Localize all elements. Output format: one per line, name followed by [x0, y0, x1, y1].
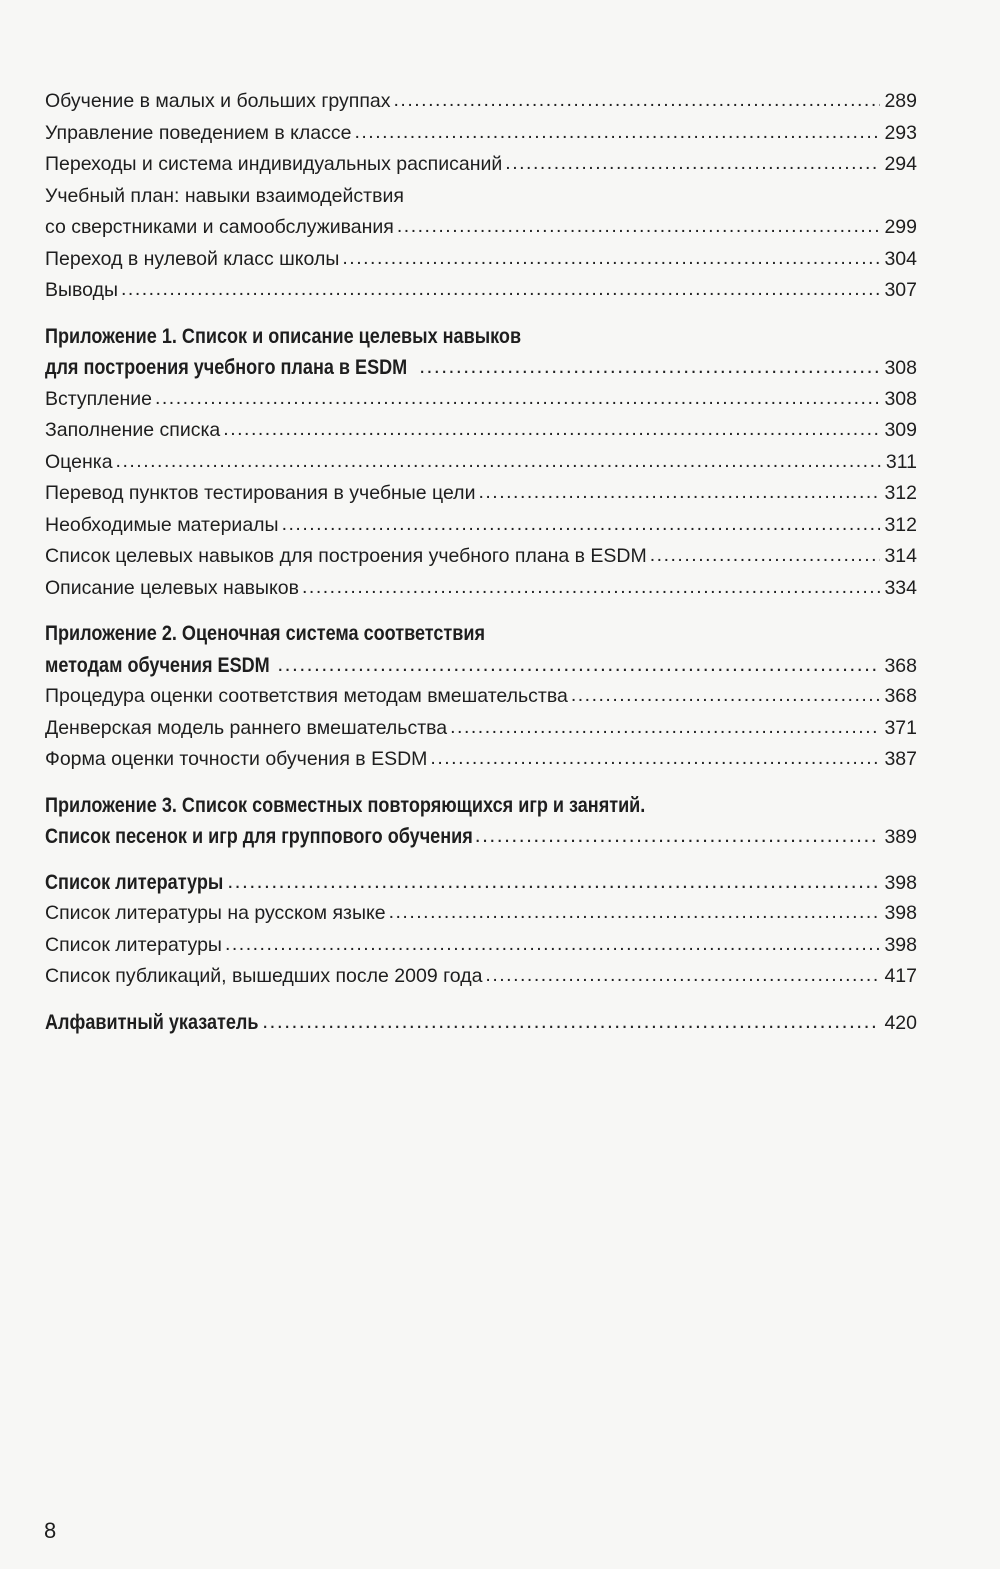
toc-entry-title: Необходимые материалы — [45, 513, 279, 536]
toc-entry[interactable] — [45, 212, 917, 244]
toc-entry-page: 314 — [884, 545, 917, 567]
table-of-contents — [45, 86, 917, 1038]
toc-entry-page: 312 — [884, 482, 917, 504]
toc-entry[interactable] — [45, 510, 917, 542]
toc-section-appendix-1 — [45, 321, 917, 605]
leader-dots — [419, 351, 880, 383]
toc-entry-title: Денверская модель раннего вмешательства — [45, 716, 448, 739]
toc-entry-title: Список литературы на русском языке — [45, 902, 386, 924]
toc-entry[interactable] — [45, 713, 917, 745]
toc-entry[interactable] — [45, 149, 917, 181]
toc-heading-page: 368 — [884, 654, 917, 677]
toc-section-references — [45, 867, 917, 993]
toc-entry-page: 293 — [884, 121, 917, 144]
leader-dots — [262, 1006, 880, 1038]
toc-heading-title-line2: методам обучения ESDM — [45, 653, 270, 677]
leader-dots — [650, 540, 881, 572]
toc-heading-page: 420 — [884, 1011, 917, 1034]
leader-dots — [389, 897, 881, 929]
toc-section-appendix-2 — [45, 618, 917, 776]
toc-heading[interactable] — [45, 650, 917, 682]
toc-entry[interactable] — [45, 681, 917, 713]
page-number: 8 — [44, 1518, 57, 1543]
toc-section-index — [45, 1007, 917, 1039]
toc-heading-first-line[interactable] — [45, 321, 917, 353]
toc-heading-page: 389 — [884, 826, 917, 848]
toc-entry-title: Список литературы — [45, 933, 222, 956]
leader-dots — [478, 477, 880, 509]
leader-dots — [282, 509, 881, 541]
toc-heading-title-line2: Список песенок и игр для группового обучения — [45, 825, 473, 848]
toc-entry-page: 334 — [884, 576, 917, 599]
toc-entry-title: Перевод пунктов тестирования в учебные цели — [45, 482, 476, 504]
toc-entry[interactable] — [45, 118, 917, 150]
toc-heading-page: 398 — [884, 871, 917, 894]
toc-heading-title-line1: Приложение 3. Список совместных повторяющихся игр и занятий. — [45, 793, 646, 817]
toc-entry-page: 387 — [884, 748, 917, 770]
toc-heading-title-line1: Приложение 2. Оценочная система соответствия — [45, 622, 486, 645]
toc-entry[interactable] — [45, 86, 917, 118]
toc-entry-title: Переходы и система индивидуальных расписаний — [45, 153, 503, 175]
toc-entry-title: Список публикаций, вышедших после 2009 года — [45, 965, 483, 987]
leader-dots — [450, 712, 880, 744]
toc-entry-title: Выводы — [45, 279, 118, 301]
toc-entry-title: Заполнение списка — [45, 419, 221, 441]
toc-heading[interactable] — [45, 1007, 917, 1039]
toc-entry-title: Форма оценки точности обучения в ESDM — [45, 748, 428, 770]
toc-entry[interactable] — [45, 930, 917, 962]
toc-heading-page: 308 — [884, 357, 917, 379]
leader-dots — [485, 960, 880, 992]
leader-dots — [430, 743, 880, 775]
toc-entry-page: 312 — [884, 513, 917, 536]
toc-entry-title: Описание целевых навыков — [45, 576, 299, 599]
toc-entry-first-line[interactable] — [45, 181, 917, 213]
leader-dots — [155, 383, 881, 415]
leader-dots — [225, 929, 881, 961]
toc-entry[interactable] — [45, 898, 917, 930]
toc-entry-title: Процедура оценки соответствия методам вмешательства — [45, 685, 568, 707]
toc-heading[interactable] — [45, 867, 917, 899]
toc-heading-title: Алфавитный указатель — [45, 1010, 259, 1034]
toc-entry-page: 307 — [884, 279, 917, 301]
toc-entry-page: 304 — [884, 247, 917, 270]
leader-dots — [121, 274, 880, 306]
leader-dots — [116, 446, 882, 478]
toc-entry[interactable] — [45, 244, 917, 276]
leader-dots — [223, 414, 880, 446]
toc-entry[interactable] — [45, 961, 917, 993]
toc-heading-first-line[interactable] — [45, 618, 917, 650]
toc-entry-page: 371 — [884, 716, 917, 739]
leader-dots — [302, 572, 880, 604]
toc-entry-title: Переход в нулевой класс школы — [45, 247, 340, 270]
leader-dots — [394, 85, 881, 117]
toc-entry-page: 309 — [884, 419, 917, 441]
toc-entry-page: 294 — [884, 153, 917, 175]
toc-heading-title-line1: Приложение 1. Список и описание целевых навыков — [45, 324, 522, 348]
leader-dots — [227, 866, 880, 898]
toc-entry-page: 308 — [884, 387, 917, 410]
toc-entry-page: 368 — [884, 685, 917, 707]
toc-entry-title-line2: со сверстниками и самообслуживания — [45, 216, 394, 238]
toc-heading[interactable] — [45, 821, 917, 853]
toc-section-appendix-3 — [45, 790, 917, 853]
leader-dots — [277, 649, 880, 681]
toc-entry[interactable] — [45, 541, 917, 573]
toc-entry-title: Вступление — [45, 387, 152, 410]
leader-dots — [342, 243, 880, 275]
toc-section-chapter-end — [45, 86, 917, 307]
leader-dots — [505, 148, 880, 180]
toc-entry[interactable] — [45, 478, 917, 510]
toc-entry[interactable] — [45, 573, 917, 605]
toc-entry-title: Обучение в малых и больших группах — [45, 90, 391, 112]
toc-entry-page: 417 — [884, 965, 917, 987]
toc-entry[interactable] — [45, 744, 917, 776]
toc-heading-title: Список литературы — [45, 870, 224, 894]
toc-entry-page: 299 — [884, 216, 917, 238]
toc-entry[interactable] — [45, 415, 917, 447]
toc-entry[interactable] — [45, 275, 917, 307]
leader-dots — [354, 117, 880, 149]
toc-entry-title-line1: Учебный план: навыки взаимодействия — [45, 184, 404, 207]
leader-dots — [571, 680, 881, 712]
leader-dots — [397, 211, 881, 243]
toc-heading-first-line[interactable] — [45, 790, 917, 822]
toc-heading-title-line2: для построения учебного плана в ESDM — [45, 356, 408, 379]
toc-entry-page: 311 — [885, 450, 917, 473]
toc-entry[interactable] — [45, 447, 917, 479]
toc-entry-title: Оценка — [45, 450, 113, 473]
toc-entry-page: 289 — [884, 90, 917, 112]
toc-entry[interactable] — [45, 384, 917, 416]
toc-heading[interactable] — [45, 352, 917, 384]
toc-entry-title: Управление поведением в классе — [45, 121, 352, 144]
leader-dots — [467, 820, 880, 852]
toc-entry-title: Список целевых навыков для построения учебного плана в ESDM — [45, 545, 647, 567]
toc-entry-page: 398 — [884, 933, 917, 956]
toc-entry-page: 398 — [884, 902, 917, 924]
